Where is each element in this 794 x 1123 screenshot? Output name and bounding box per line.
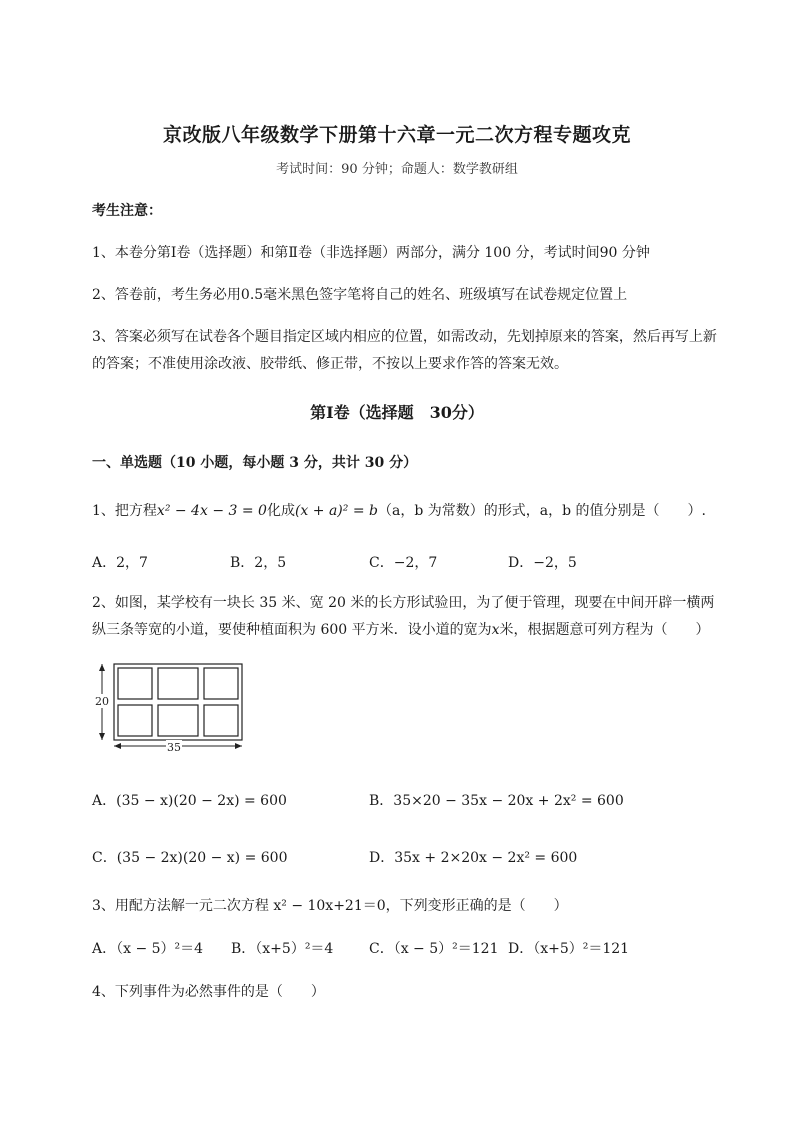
field-outline [114,664,242,740]
notice-item-3-line-2: 的答案；不准使用涂改液、胶带纸、修正带，不按以上要求作答的答案无效。 [92,356,568,372]
width-arrow-right [235,743,242,749]
width-label: 35 [167,741,181,754]
q3-option-c[interactable]: C．（x − 5）²＝121 [369,941,499,957]
q2-option-a[interactable]: A．(35 − x)(20 − 2x) = 600 [92,793,287,809]
q1-stem-a: 1、把方程 [92,503,157,519]
exam-subtitle: 考试时间：90 分钟；命题人：数学教研组 [276,162,518,177]
exam-title: 京改版八年级数学下册第十六章一元二次方程专题攻克 [162,124,631,146]
q2-variable: x [491,622,500,638]
height-arrow-top [99,664,105,671]
question-3: 3、用配方法解一元二次方程 x² − 10x+21＝0，下列变形正确的是（ ） [92,898,568,914]
section-title: 第Ⅰ卷（选择题 30分） [310,403,484,422]
plot [158,705,198,736]
height-label: 20 [95,695,109,708]
q3-option-a[interactable]: A．（x − 5）²＝4 [92,941,204,957]
q2-option-b[interactable]: B．35×20 − 35x − 20x + 2x² = 600 [369,793,624,809]
width-arrow-left [114,743,121,749]
question-2-line-2 [92,619,710,639]
question-1 [92,500,706,520]
notice-item-2: 2、答卷前，考生务必用0.5毫米黑色签字笔将自己的姓名、班级填写在试卷规定位置上 [92,287,628,303]
notice-item-1: 1、本卷分第Ⅰ卷（选择题）和第Ⅱ卷（非选择题）两部分，满分 100 分，考试时间90 分钟 [92,245,650,261]
q2-option-d[interactable]: D．35x + 2×20x − 2x² = 600 [369,850,578,866]
q2-line-2a: 纵三条等宽的小道，要使种植面积为 600 平方米．设小道的宽为 [92,622,492,638]
q1-equation-1: x² − 4x − 3 = 0 [156,503,267,519]
q1-stem-c: （a，b 为常数）的形式，a，b 的值分别是（ ）. [377,503,706,519]
plot [204,705,238,736]
height-arrow-bottom [99,733,105,740]
q3-option-b[interactable]: B．（x+5）²＝4 [231,941,334,957]
part-heading: 一、单选题（10 小题，每小题 3 分，共计 30 分） [92,455,418,471]
plot [204,668,238,699]
q1-option-c[interactable]: C．−2，7 [369,555,438,571]
q1-option-a[interactable]: A．2，7 [92,555,148,571]
plot [118,705,152,736]
question-4: 4、下列事件为必然事件的是（ ） [92,984,325,1000]
plot [158,668,198,699]
q2-line-2b: 米，根据题意可列方程为（ ） [499,622,710,638]
notice-item-3-line-1: 3、答案必须写在试卷各个题目指定区域内相应的位置，如需改动，先划掉原来的答案，然后再写上新 [92,329,717,345]
q1-option-d[interactable]: D．−2，5 [508,555,577,571]
q1-equation-2: (x + a)² = b [294,503,378,519]
q3-option-d[interactable]: D．（x+5）²＝121 [508,941,630,957]
question-2-line-1: 2、如图，某学校有一块长 35 米、宽 20 米的长方形试验田，为了便于管理，现要在中间开辟一横两 [92,595,715,611]
q2-option-c[interactable]: C．(35 − 2x)(20 − x) = 600 [92,850,288,866]
field-diagram [92,660,252,760]
q1-option-b[interactable]: B．2，5 [230,555,287,571]
q1-stem-b: 化成 [266,503,295,519]
plot [118,668,152,699]
notice-heading: 考生注意： [92,203,162,219]
